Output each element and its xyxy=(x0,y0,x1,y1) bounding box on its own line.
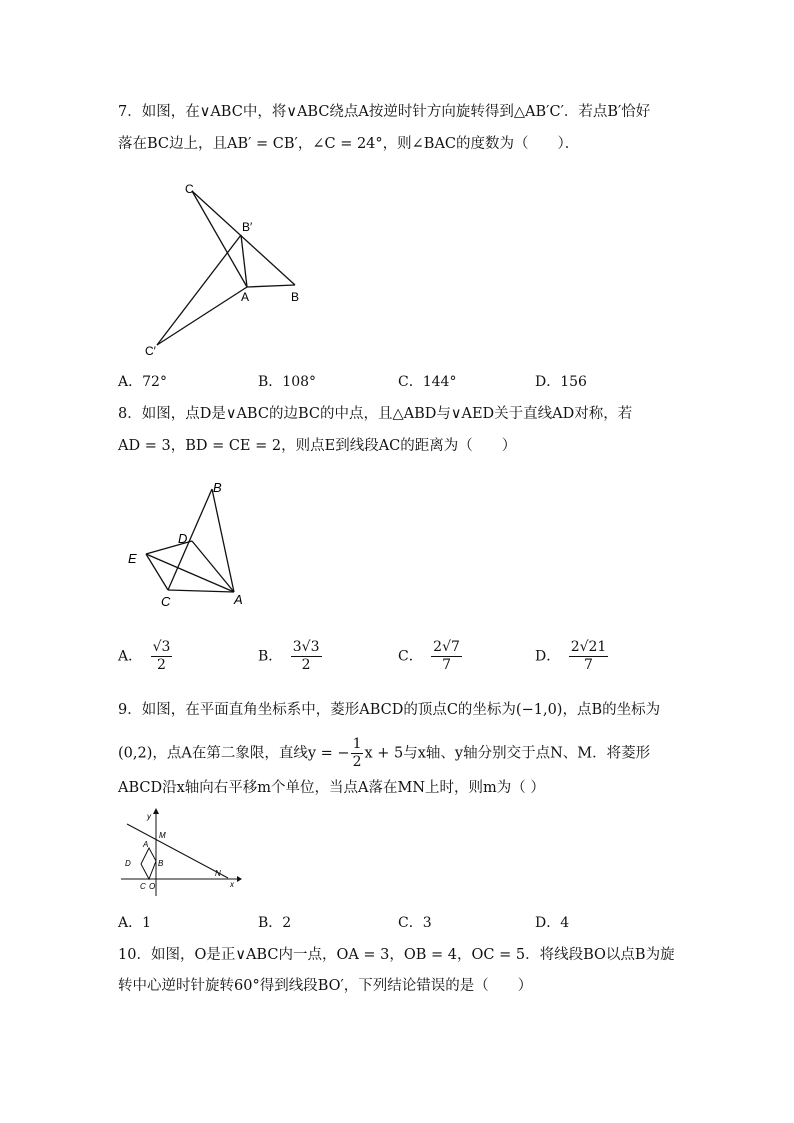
q7-text-line-2: 落在BC边上，且AB′ = CB′，∠C = 24°，则∠BAC的度数为（ ）． xyxy=(118,136,580,152)
q9-text-line-2: (0,2)，点A在第二象限，直线y = − $\frac{1}{2}$ x + 5与x轴、y轴分别交于点N、M．将菱形 xyxy=(118,736,651,770)
q8-label-C: C xyxy=(161,594,171,609)
q9-label-y: y xyxy=(147,812,151,821)
q10-text-line-1: 10．如图，O是正∨ABC内一点，OA = 3，OB = 4，OC = 5．将线段BO以点B为旋 xyxy=(118,947,675,963)
q8-option-d: D． $\frac{2√21}{7}$ xyxy=(535,639,607,673)
q8-segment-DA xyxy=(192,541,234,592)
q7-figure xyxy=(130,175,330,365)
q8-figure xyxy=(120,475,260,615)
q9-rhombus-ABCD xyxy=(141,848,156,879)
q8-label-E: E xyxy=(128,551,137,566)
q7-segment-AB xyxy=(247,285,295,287)
q9-option-c: C．3 xyxy=(398,915,432,931)
q7-label-Bprime: B′ xyxy=(242,220,253,234)
q9-option-d: D．4 xyxy=(535,915,570,931)
q9-option-b: B．2 xyxy=(258,915,292,931)
q9-label-B: B xyxy=(158,859,164,868)
q9-label-x: x xyxy=(230,880,234,889)
q7-label-C: C xyxy=(185,182,194,196)
q9-text-line-3: ABCD沿x轴向右平移m个单位，当点A落在MN上时，则m为（ ） xyxy=(118,780,545,796)
q7-segment-BpCp xyxy=(157,235,241,345)
q9-text-line-1: 9．如图，在平面直角坐标系中，菱形ABCD的顶点C的坐标为(−1,0)，点B的坐标为 xyxy=(118,702,661,718)
q9-x-arrow xyxy=(237,876,242,882)
q9-line-MN xyxy=(127,824,228,878)
q9-label-D: D xyxy=(125,859,131,868)
q7-label-A: A xyxy=(241,290,250,304)
q7-text-line-1: 7．如图，在∨ABC中，将∨ABC绕点A按逆时针方向旋转得到△AB′C′．若点B′恰好 xyxy=(118,104,651,120)
q9-option-a: A．1 xyxy=(118,915,152,931)
q7-segment-CB xyxy=(192,191,295,285)
q10-text-line-2: 转中心逆时针旋转60°得到线段BO′，下列结论错误的是（ ） xyxy=(118,978,533,994)
q9-label-O: O xyxy=(149,882,156,891)
q7-label-Cprime: C′ xyxy=(145,344,156,358)
q7-option-d: D．156 xyxy=(535,374,587,390)
q8-segment-BA xyxy=(212,489,234,592)
q8-option-b: B． $\frac{3√3}{2}$ xyxy=(258,639,320,673)
q8-text-line-1: 8．如图，点D是∨ABC的边BC的中点，且△ABD与∨AED关于直线AD对称，若 xyxy=(118,406,633,422)
q7-option-a: A．72° xyxy=(118,374,167,390)
q8-segment-EA xyxy=(146,554,234,592)
q8-option-a: A． $\frac{√3}{2}$ xyxy=(118,639,171,673)
q8-option-c: C． $\frac{2√7}{7}$ xyxy=(398,639,460,673)
q9-label-A: A xyxy=(143,840,149,849)
q9-y-arrow xyxy=(153,808,159,814)
q7-segment-ACp xyxy=(157,287,250,345)
q8-segment-BC xyxy=(168,489,212,590)
q7-option-c: C．144° xyxy=(398,374,457,390)
q9-label-M: M xyxy=(159,831,166,840)
q8-label-A: A xyxy=(234,592,243,607)
q8-segment-CA xyxy=(168,590,234,592)
q8-text-line-2: AD = 3，BD = CE = 2，则点E到线段AC的距离为（ ） xyxy=(118,438,517,454)
q7-label-B: B xyxy=(291,290,300,304)
q7-option-b: B．108° xyxy=(258,374,317,390)
q9-figure xyxy=(115,808,245,898)
q9-label-N: N xyxy=(215,869,221,878)
q8-label-B: B xyxy=(213,480,222,495)
q8-label-D: D xyxy=(178,531,188,546)
q9-label-C: C xyxy=(140,882,146,891)
